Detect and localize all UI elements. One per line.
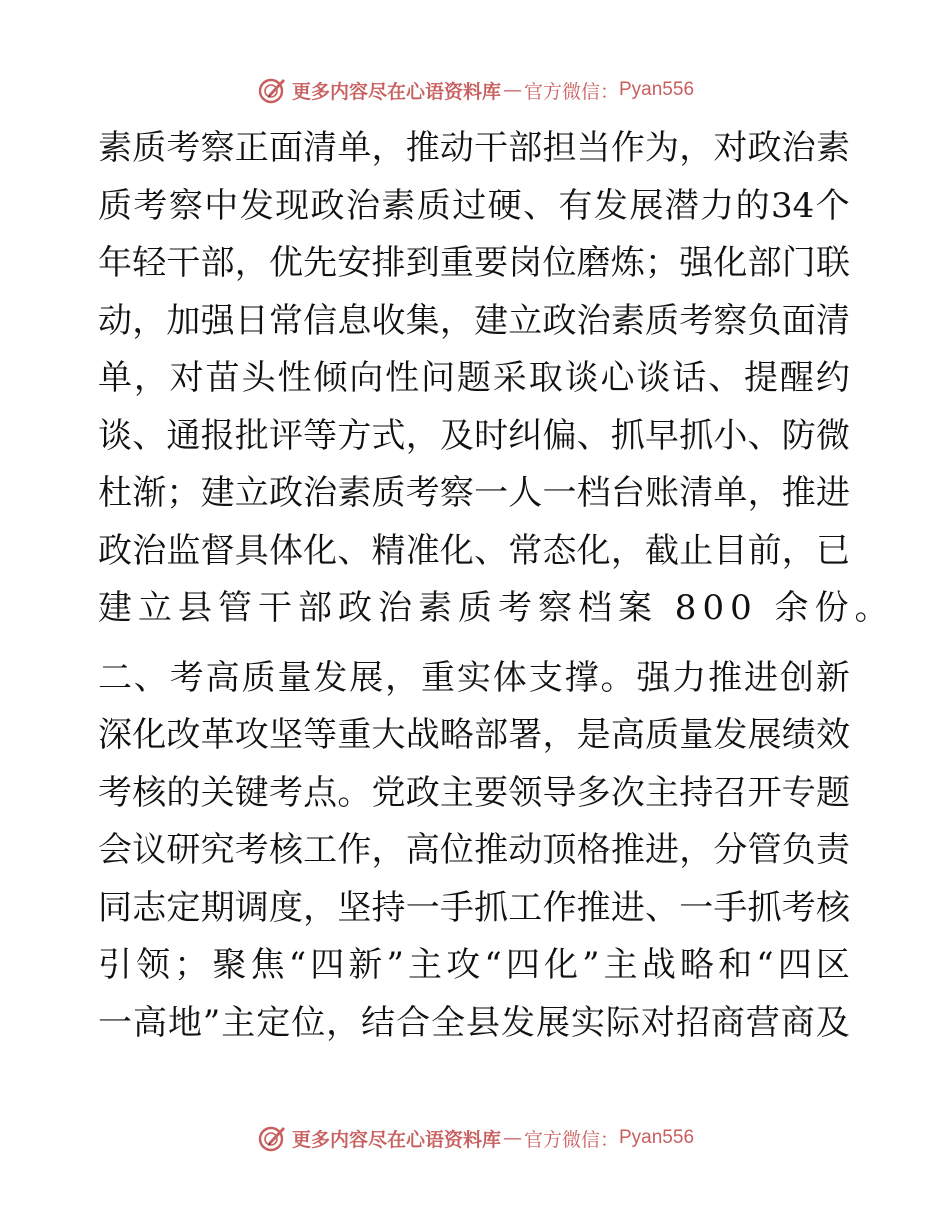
text-line <box>98 707 850 765</box>
line-text: 一 高 地 ” 主 定 位 ， 结 合 全 县 发 展 实 际 对 招 商 营 商 及 <box>98 1002 850 1043</box>
banner-separator: — <box>502 79 522 101</box>
document-body <box>98 120 895 1052</box>
line-text: 深 化 改 革 攻 坚 等 重 大 战 略 部 署 ， 是 高 质 量 发 展 绩 效 <box>98 715 850 755</box>
pen-logo-icon <box>256 74 288 106</box>
text-line <box>98 235 850 293</box>
line-text: 素 质 考 察 正 面 清 单 ， 推 动 干 部 担 当 作 为 ， 对 政 治 素 <box>98 128 850 168</box>
pen-logo-icon <box>256 1122 288 1154</box>
text-line <box>98 995 850 1053</box>
text-line <box>98 650 850 708</box>
text-line <box>98 822 850 880</box>
text-line <box>98 178 850 236</box>
line-text: 政 治 监 督 具 体 化 、 精 准 化 、 常 态 化 ， 截 止 目 前 ， 已 <box>98 530 850 571</box>
paragraph-1 <box>98 120 895 638</box>
wechat-id: Pyan556 <box>619 1127 695 1148</box>
brand-text: 更多内容尽在心语资料库 <box>291 1128 501 1151</box>
line-text: 动 ， 加 强 日 常 信 息 收 集 ， 建 立 政 治 素 质 考 察 负 面 清 <box>98 300 850 341</box>
line-text: 会 议 研 究 考 核 工 作 ， 高 位 推 动 顶 格 推 进 ， 分 管 负 责 <box>98 830 850 870</box>
wechat-id: Pyan556 <box>619 79 695 100</box>
text-line <box>98 408 850 466</box>
line-text: 年 轻 干 部 ， 优 先 安 排 到 重 要 岗 位 磨 炼 ； 强 化 部 门 联 <box>98 243 850 283</box>
text-line <box>98 765 850 823</box>
line-text: 杜 渐 ； 建 立 政 治 素 质 考 察 一 人 一 档 台 账 清 单 ， 推 进 <box>98 473 850 513</box>
line-text: 引 领 ； 聚 焦 “ 四 新 ” 主 攻 “ 四 化 ” 主 战 略 和 “ 四 区 <box>98 945 850 985</box>
line-text: 质 考 察 中 发 现 政 治 素 质 过 硬 、 有 发 展 潜 力 的 34 个 <box>98 185 850 226</box>
wechat-label: 官方微信： <box>523 1128 619 1151</box>
line-text: 同 志 定 期 调 度 ， 坚 持 一 手 抓 工 作 推 进 、 一 手 抓 考 核 <box>98 887 850 928</box>
text-line <box>98 880 850 938</box>
line-text: 谈 、 通 报 批 评 等 方 式 ， 及 时 纠 偏 、 抓 早 抓 小 、 防 微 <box>98 415 850 456</box>
wechat-label: 官方微信： <box>523 80 619 103</box>
line-text: 单 ， 对 苗 头 性 倾 向 性 问 题 采 取 谈 心 谈 话 、 提 醒 约 <box>98 358 850 398</box>
text-line <box>98 937 850 995</box>
paragraph-2 <box>98 650 850 1053</box>
line-text: 二 、 考 高 质 量 发 展 ， 重 实 体 支 撑 。 强 力 推 进 创 新 <box>98 657 850 698</box>
text-line <box>98 293 850 351</box>
text-line <box>98 465 850 523</box>
text-line <box>98 523 850 581</box>
header-watermark <box>0 70 950 110</box>
line-text: 考 核 的 关 键 考 点 。 党 政 主 要 领 导 多 次 主 持 召 开 专 题 <box>98 772 850 813</box>
text-line <box>98 580 895 638</box>
banner-separator: — <box>502 1127 522 1149</box>
line-text: 建立县管干部政治素质考察档案 800 余份。 <box>98 588 895 628</box>
footer-watermark <box>0 1118 950 1158</box>
text-line <box>98 120 850 178</box>
brand-text: 更多内容尽在心语资料库 <box>291 80 501 103</box>
text-line <box>98 350 850 408</box>
